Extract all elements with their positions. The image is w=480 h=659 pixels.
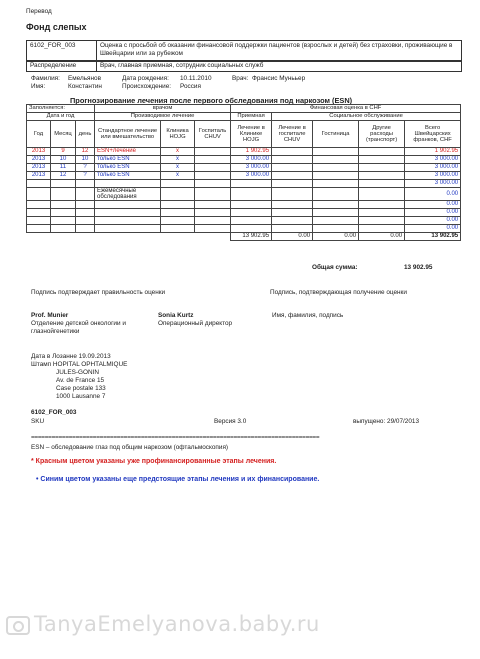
red-legend-note: * Красным цветом указаны уже профинансированные этапы лечения. [31,458,277,465]
cell-month: 12 [51,172,76,180]
cell-hotel [313,156,359,164]
cell-chuv [195,201,231,209]
cell-day: 10 [76,156,95,164]
doctor-value: Франсис Мунььер [252,75,306,82]
cell-t_chuv [272,164,313,172]
col-treatment: Стандартное лечение или вмешательство [95,121,161,148]
cell-total: 0.00 [405,188,461,201]
cell-other [359,217,405,225]
cell-month [51,188,76,201]
cell-hojg [161,225,195,233]
cell-hotel [313,217,359,225]
cell-total: 1 902.95 [405,148,461,156]
cell-total: 0.00 [405,217,461,225]
cell-chuv [195,164,231,172]
table-row [27,148,461,156]
name-label: Имя: [31,83,46,90]
cell-day: ? [76,164,95,172]
stamp-line-3: Av. de France 15 [56,377,105,384]
cell-treatment: Ежемесячные обследования [95,188,161,201]
cell-month: 11 [51,164,76,172]
confirm-right: Подпись, подтверждающая получение оценки [270,289,407,296]
cell-chuv [195,148,231,156]
stamp-line-2: JULES-GONIN [56,369,99,376]
stamp-date: Дата в Лозанне 19.09.2013 [31,353,111,360]
procedure-group-header: Производимое лечение [95,113,231,121]
table-row [27,180,461,188]
treatment-table [26,104,461,241]
cell-t_hojg [231,201,272,209]
dob-value: 10.11.2010 [180,75,212,82]
stamp-line-1: Штамп HOPITAL OPHTALMIQUE [31,361,128,368]
signer-1-role: Отделение детской онкологии и глазнойгенетики [31,320,126,335]
table-row [27,172,461,180]
cell-treatment: только ESN [95,172,161,180]
cell-chuv [195,180,231,188]
col-month: Месяц [51,121,76,148]
sum-total: 13 902.95 [405,233,461,241]
cell-chuv [195,156,231,164]
cell-hotel [313,180,359,188]
cell-other [359,188,405,201]
cell-treatment [95,201,161,209]
cell-chuv [195,209,231,217]
reception-group-header: Приемная [231,113,272,121]
signer-2-name: Sonia Kurtz [158,312,194,319]
cell-year: 2013 [27,172,51,180]
signer-3-label: Имя, фамилия, подпись [272,312,344,319]
fill-value: врачом [95,105,231,113]
sum-other: 0.00 [359,233,405,241]
cell-other [359,172,405,180]
sum-hotel: 0.00 [313,233,359,241]
cell-total: 0.00 [405,209,461,217]
cell-chuv [195,225,231,233]
cell-total: 3 000.00 [405,180,461,188]
cell-hotel [313,201,359,209]
cell-month: 10 [51,156,76,164]
camera-icon [6,616,30,635]
cell-t_chuv [272,217,313,225]
fill-label: Заполняется: [27,105,95,113]
table-row [27,164,461,172]
col-hotel: Гостиница [313,121,359,148]
signer-1-name: Prof. Munier [31,312,69,319]
cell-t_hojg: 3 000.00 [231,164,272,172]
esn-note: ESN – обследование глаз под общим наркозом (офтальмоскопия) [31,444,229,451]
cell-month [51,180,76,188]
table-row [27,201,461,209]
cell-hojg [161,217,195,225]
col-total: Всего Швейцарских франков, CHF [405,121,461,148]
cell-year: 2013 [27,156,51,164]
doctor-label: Врач: [232,75,249,82]
col-hospital-chuv: Госпиталь CHUV [195,121,231,148]
table-row [27,225,461,233]
cell-chuv [195,217,231,225]
grand-total-value: 13 902.95 [404,264,433,271]
footer-separator: ==================================================================================== [31,434,320,441]
cell-other [359,164,405,172]
name-value: Константин [68,83,102,90]
cell-t_chuv [272,172,313,180]
footer-sku: SKU [31,418,45,425]
cell-hojg: x [161,164,195,172]
cell-total: 0.00 [405,201,461,209]
fund-name: Фонд слепых [26,22,87,32]
cell-day [76,217,95,225]
table-row [27,188,461,201]
cell-year [27,188,51,201]
signer-2-role: Операционный директор [158,320,233,327]
distribution-text: Врач, главная приемная, сотрудник социальных служб [100,62,264,69]
col-clinic-hojg: Клиника HOJG [161,121,195,148]
table-row [27,209,461,217]
cell-hotel [313,172,359,180]
sum-treat-chuv: 0.00 [272,233,313,241]
table-row [27,156,461,164]
col-year: Год [27,121,51,148]
cell-day [76,188,95,201]
cell-hotel [313,188,359,201]
cell-other [359,225,405,233]
cell-treatment: только ESN [95,156,161,164]
cell-hotel [313,148,359,156]
cell-year [27,225,51,233]
cell-other [359,156,405,164]
cell-hotel [313,209,359,217]
sum-treat-hojg: 13 902.95 [231,233,272,241]
cell-total: 3 000.00 [405,172,461,180]
cell-other [359,201,405,209]
cell-t_chuv [272,148,313,156]
cell-year [27,201,51,209]
table-title: Прогнозирование лечения после первого обследования под наркозом (ESN) [70,96,353,105]
cell-t_chuv [272,188,313,201]
cell-t_hojg [231,188,272,201]
header-row-2 [26,60,462,72]
origin-label: Происхождение: [122,83,172,90]
cell-year [27,217,51,225]
cell-day: 12 [76,148,95,156]
stamp-line-4: Case postale 133 [56,385,106,392]
social-group-header: Социальное обслуживание [272,113,461,121]
cell-year [27,209,51,217]
footer-issued: выпущено: 29/07/2013 [353,418,420,425]
cell-total: 0.00 [405,225,461,233]
cell-t_chuv [272,180,313,188]
distribution-label: Распределение [27,61,97,71]
cell-other [359,148,405,156]
col-day: день [76,121,95,148]
cell-day [76,180,95,188]
cell-t_hojg: 3 000.00 [231,172,272,180]
cell-t_hojg [231,217,272,225]
cell-chuv [195,172,231,180]
cell-treatment [95,225,161,233]
cell-day [76,209,95,217]
dob-label: Дата рождения: [122,75,169,82]
col-other: Другие расходы (транспорт) [359,121,405,148]
cell-total: 3 000.00 [405,156,461,164]
footer-version: Версия 3.0 [214,418,247,425]
cell-total: 3 000.00 [405,164,461,172]
cell-t_hojg [231,180,272,188]
cell-hojg [161,180,195,188]
form-title: Оценка с просьбой об оказании финансовой поддержки пациентов (взрослых и детей) без страховки, проживающие в Швейцарии или за рубежом [100,42,453,57]
grand-total-label: Общая сумма: [312,264,358,271]
cell-t_chuv [272,156,313,164]
confirm-left: Подпись подтверждает правильность оценки [31,289,166,296]
date-group-header: Дата и год [27,113,95,121]
cell-hojg: x [161,172,195,180]
cell-day [76,201,95,209]
cell-t_chuv [272,209,313,217]
cell-month [51,209,76,217]
cell-month [51,225,76,233]
cell-hojg [161,201,195,209]
cell-day [76,225,95,233]
cell-other [359,209,405,217]
surname-label: Фамилия: [31,75,60,82]
cell-month: 9 [51,148,76,156]
cell-treatment [95,209,161,217]
cell-t_hojg: 3 000.00 [231,156,272,164]
cell-month [51,201,76,209]
cell-t_chuv [272,201,313,209]
stamp-line-5: 1000 Lausanne 7 [56,393,106,400]
cell-treatment [95,180,161,188]
col-treat-hojg: Лечение в Клинике HOJG [231,121,272,148]
table-row [27,217,461,225]
surname-value: Емельянов [68,75,101,82]
cell-treatment: только ESN [95,164,161,172]
cell-hojg [161,209,195,217]
header-row-1 [26,40,462,62]
cell-hojg: x [161,156,195,164]
cell-t_hojg: 1 902.95 [231,148,272,156]
cell-t_chuv [272,225,313,233]
col-treat-chuv: Лечение в госпитале CHUV [272,121,313,148]
cell-year: 2013 [27,148,51,156]
doc-label: Перевод [26,8,52,15]
cell-t_hojg [231,209,272,217]
blue-legend-note: • Синим цветом указаны еще предстоящие этапы лечения и их финансирование. [36,476,320,483]
cell-chuv [195,188,231,201]
finance-label: Финансовая оценка в CHF [231,105,461,113]
cell-hojg [161,188,195,201]
watermark: TanyaEmelyanova.baby.ru [6,612,320,636]
cell-month [51,217,76,225]
cell-hotel [313,225,359,233]
footer-code: 6102_FOR_003 [31,409,77,416]
cell-treatment: ESN+лечение [95,148,161,156]
form-code: 6102_FOR_003 [27,41,97,61]
cell-other [359,180,405,188]
cell-treatment [95,217,161,225]
cell-hotel [313,164,359,172]
origin-value: Россия [180,83,201,90]
cell-t_hojg [231,225,272,233]
cell-hojg: x [161,148,195,156]
cell-year: 2013 [27,164,51,172]
cell-year [27,180,51,188]
cell-day: ? [76,172,95,180]
